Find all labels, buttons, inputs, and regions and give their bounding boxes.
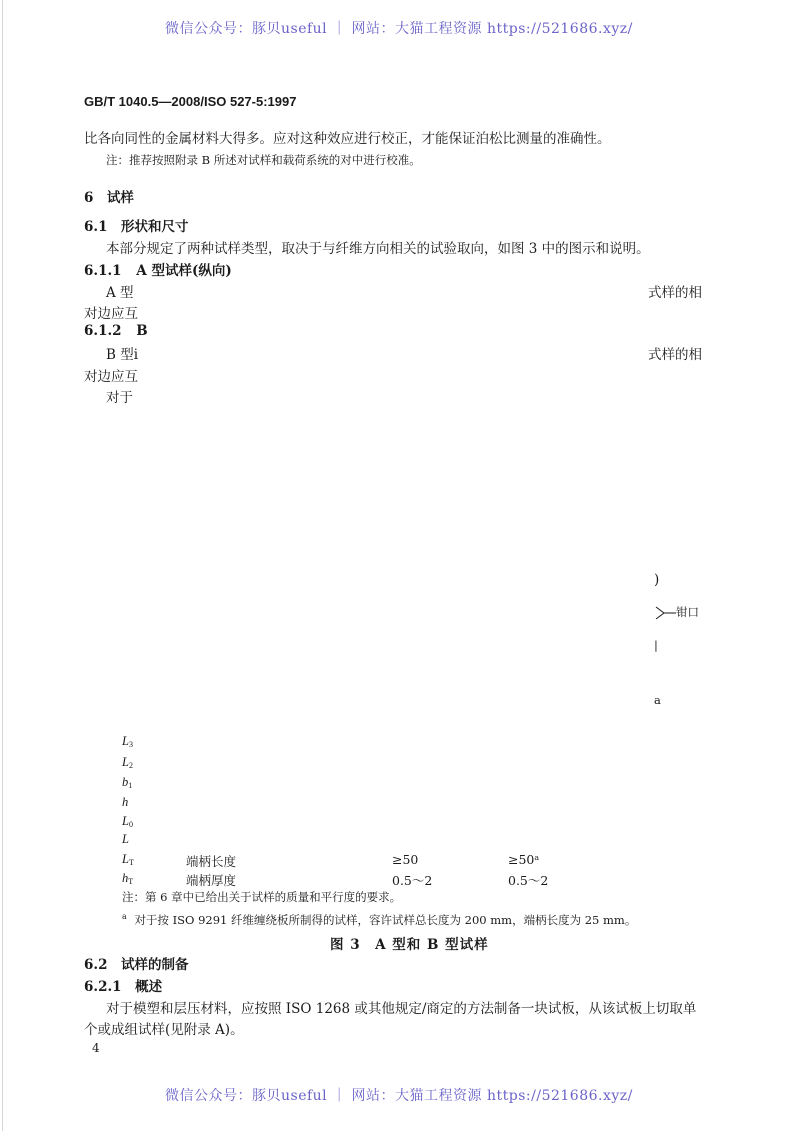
standard-id: GB/T 1040.5—2008/ISO 527-5:1997 [84, 94, 297, 109]
figure-note: 注：第 6 章中已给出关于试样的质量和平行度的要求。 [122, 890, 402, 904]
symbol-h: h [122, 795, 129, 809]
table-row [122, 871, 682, 889]
section-6-2-1-heading: 6.2.1 概述 [84, 979, 163, 995]
footnote-mark: a [122, 912, 127, 922]
section-6-1-1-line1-start: A 型 [106, 285, 134, 301]
scan-edge-line [2, 0, 3, 1131]
section-6-1-heading: 6.1 形状和尺寸 [84, 219, 189, 235]
symbol-L2: $L_2$ [122, 755, 133, 770]
footnote-text: 对于按 ISO 9291 纤维缠绕板所制得的试样，容许试样总长度为 200 mm，端柄长度为 25 mm。 [134, 913, 637, 927]
row-symbol: $h_T$ [122, 871, 134, 886]
table-row [122, 852, 682, 870]
figure-fragment-a: a [654, 693, 661, 707]
section-6-1-2-heading [84, 323, 148, 339]
jaw-label: 钳口 [676, 605, 699, 619]
symbol-L3: $L_3$ [122, 734, 133, 749]
watermark-top: 微信公众号：豚贝useful ｜ 网站：大猫工程资源 https://521686.xyz/ [165, 21, 633, 37]
section-6-heading: 6 试样 [84, 190, 134, 206]
section-6-1-2-line3-start: 对于 [106, 390, 133, 406]
section-6-1-2-title: B [136, 323, 148, 339]
jaw-arrow-icon [654, 604, 678, 620]
figure-footnote [122, 912, 636, 928]
row-value-a: 0.5～2 [392, 873, 433, 888]
section-6-1-1-line1-end: 式样的相 [648, 285, 702, 301]
section-6-1-2-line1-end: 式样的相 [648, 347, 702, 363]
section-6-1-2-line1-start: B 型i [106, 347, 139, 363]
figure-fragment-paren: ) [654, 572, 660, 588]
row-value-a: ≥50 [392, 852, 419, 867]
symbol-L0: $L_0$ [122, 814, 133, 829]
section-6-1-2-number: 6.1.2 [84, 323, 122, 339]
intro-note: 注：推荐按照附录 B 所述对试样和载荷系统的对中进行校准。 [106, 153, 421, 167]
section-6-1-1-number: 6.1.1 [84, 263, 122, 279]
section-6-1-1-heading [84, 259, 232, 279]
watermark-bottom: 微信公众号：豚贝useful ｜ 网站：大猫工程资源 https://521686.xyz/ [165, 1088, 633, 1104]
section-6-1-paragraph: 本部分规定了两种试样类型，取决于与纤维方向相关的试验取向，如图 3 中的图示和说明。 [106, 241, 650, 257]
section-6-1-2-line2-start: 对边应互 [84, 369, 138, 385]
symbol-L: L [122, 832, 129, 846]
section-6-2-1-line1: 对于模塑和层压材料，应按照 ISO 1268 或其他规定/商定的方法制备一块试板，从该试板上切取单 [106, 1001, 697, 1017]
row-value-b: ≥50ᵃ [508, 852, 540, 867]
intro-paragraph: 比各向同性的金属材料大得多。应对这种效应进行校正，才能保证泊松比测量的准确性。 [84, 131, 611, 147]
row-symbol: $L_T$ [122, 852, 134, 867]
figure-fragment-bar: | [654, 638, 658, 652]
section-6-1-1-line2-start: 对边应互 [84, 306, 138, 322]
row-description: 端柄长度 [186, 854, 237, 869]
row-description: 端柄厚度 [186, 873, 237, 888]
section-6-2-1-line2: 个或成组试样(见附录 A)。 [84, 1022, 244, 1038]
section-6-1-1-title: A 型试样(纵向) [136, 263, 232, 279]
figure-caption: 图 3 A 型和 B 型试样 [330, 937, 489, 953]
symbol-b1: $b_1$ [122, 775, 133, 790]
section-6-2-heading: 6.2 试样的制备 [84, 957, 189, 973]
page-number: 4 [92, 1041, 100, 1055]
row-value-b: 0.5～2 [508, 873, 549, 888]
